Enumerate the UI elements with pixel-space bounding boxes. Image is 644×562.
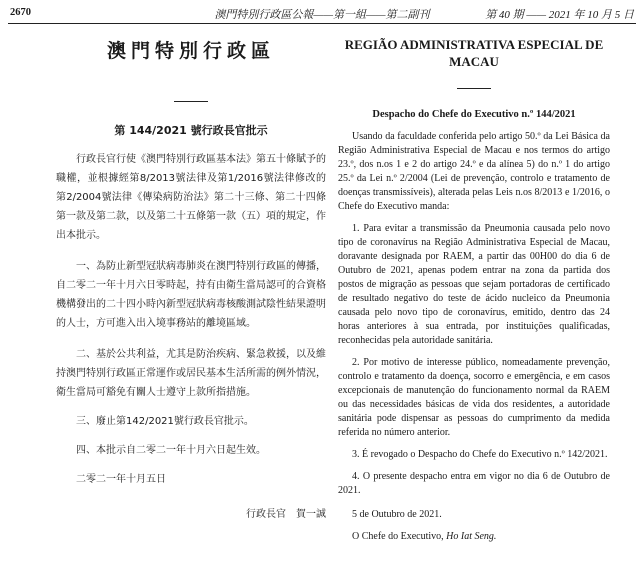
signer-name-pt: Ho Iat Seng. xyxy=(446,531,497,542)
issue-info: 第 40 期 —— 2021 年 10 月 5 日 xyxy=(485,9,634,21)
paragraph-2-pt: 2. Por motivo de interesse público, nomeadamente prevenção, controlo e tratamento da doença, socorro e emergência, e em casos excepcionais de manutenção do funcionamento normal da RAEM ou das necessidades básicas de vida dos residentes, a autoridade sanitária pode dispensar as pessoas do cumprimento da medida referida no número anterior. xyxy=(338,357,610,438)
paragraph-1-pt: 1. Para evitar a transmissão da Pneumonia causada pelo novo tipo de coronavírus na Região Administrativa Especial de Macau, doravante designada por RAEM, a partir das 00H00 do dia 6 de Outubro de 2021, apenas podem entrar na zona da partida dos postos de migração as pessoas que sejam portadoras de certificado de resultado negativo do teste de ácido nucleico da Pneumonia causada pelo novo tipo de coronavírus, emitido, dentro das 24 horas anteriores à sua entrada, por instituições qualificadas, reconhecidas pela autoridade sanitária. xyxy=(338,223,610,346)
paragraph-4-cn: 四、本批示自二零二一年十月六日起生效。 xyxy=(76,445,266,456)
gazette-title: 澳門特別行政區公報——第一組——第二副刊 xyxy=(214,9,430,21)
date-pt: 5 de Outubro de 2021. xyxy=(352,509,442,520)
despacho-title-pt: Despacho do Chefe do Executivo n.º 144/2021 xyxy=(372,109,576,120)
page-header xyxy=(0,0,644,26)
preamble-pt: Usando da faculdade conferida pelo artigo 50.º da Lei Básica da Região Administrativa Especial de Macau e nos termos do artigo 23.º, dos n.os 1 e 2 do artigo 24.º e da alínea 5) do n.º 1 do artigo 25.º da Lei n.º 2/2004 (Lei de prevenção, controlo e tratamento de doenças transmissíveis), alterada pelas Leis n.os 8/2013 e 1/2016, o Chefe do Executivo manda: xyxy=(338,131,610,212)
paragraph-3-pt: 3. É revogado o Despacho do Chefe do Executivo n.º 142/2021. xyxy=(352,449,608,460)
chinese-column xyxy=(56,30,326,520)
paragraph-3-cn: 三、廢止第142/2021號行政長官批示。 xyxy=(76,416,254,427)
page-number: 2670 xyxy=(10,7,31,18)
paragraph-2-cn: 二、基於公共利益，尤其是防治疾病、緊急救援，以及維持澳門特別行政區正常運作或居民基本生活所需的例外情況，衛生當局可豁免有關人士遵守上款所指措施。 xyxy=(56,349,326,398)
preamble-cn: 行政長官行使《澳門特別行政區基本法》第五十條賦予的職權，並根據經第8/2013號法律及第1/2016號法律修改的第2/2004號法律《傳染病防治法》第二十三條、第二十四條第一款及第二款，以及第二十五條第一款（五）項的規定，作出本批示。 xyxy=(56,154,326,241)
despacho-title-cn: 第 144/2021 號行政長官批示 xyxy=(114,124,268,137)
paragraph-1-cn: 一、為防止新型冠狀病毒肺炎在澳門特別行政區的傳播，自二零二一年十月六日零時起，持有由衛生當局認可的合資格機構發出的二十四小時內新型冠狀病毒核酸測試陰性結果證明的人士，方可進入出入境事務站的離境區域。 xyxy=(56,261,326,329)
signature-cn: 行政長官 賀一誠 xyxy=(246,509,326,520)
signature-pt xyxy=(338,530,610,544)
region-title-cn: 澳門特別行政區 xyxy=(106,40,275,62)
date-cn: 二零二一年十月五日 xyxy=(76,474,166,485)
signature-prefix-pt: O Chefe do Executivo, xyxy=(352,531,447,542)
paragraph-4-pt: 4. O presente despacho entra em vigor no dia 6 de Outubro de 2021. xyxy=(338,471,610,496)
divider-pt xyxy=(457,88,491,89)
region-title-pt: REGIÃO ADMINISTRATIVA ESPECIAL DE MACAU xyxy=(344,37,604,69)
divider-cn xyxy=(174,101,208,102)
header-rule xyxy=(8,23,636,24)
portuguese-column xyxy=(338,30,610,544)
